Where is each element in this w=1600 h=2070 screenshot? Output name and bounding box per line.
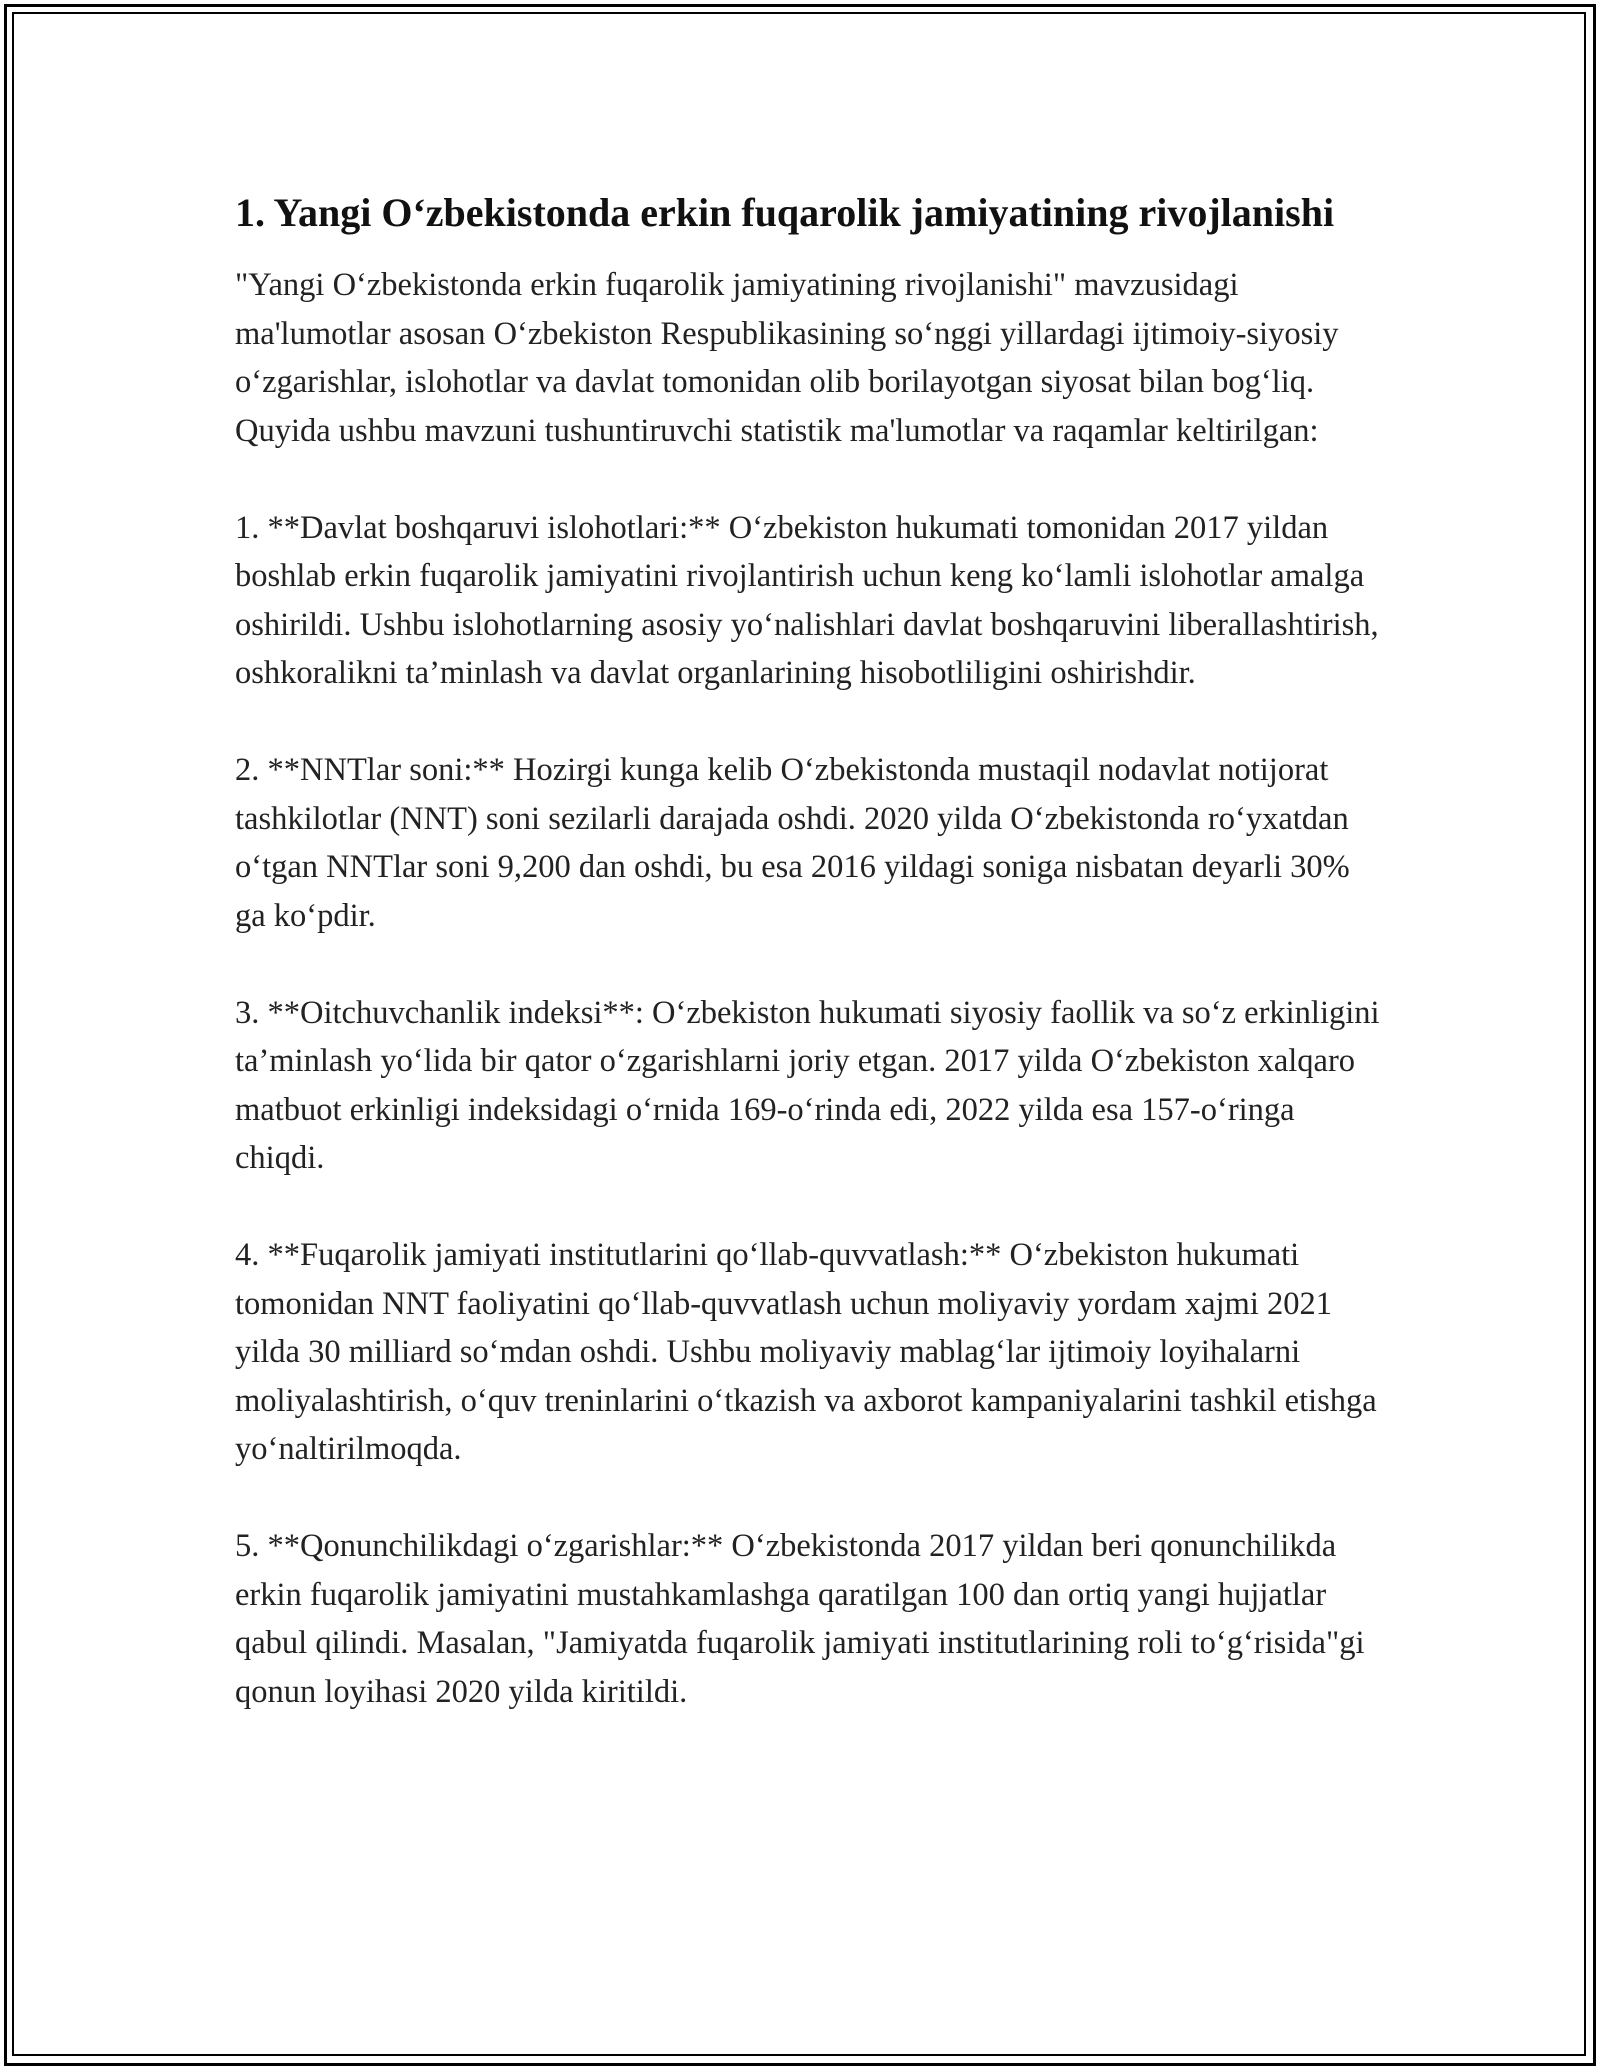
- list-item: 5. **Qonunchilikdagi o‘zgarishlar:** O‘zbekistonda 2017 yildan beri qonunchilikda erkin fuqarolik jamiyatini mustahkamlashga qaratilgan 100 dan ortiq yangi hujjatlar qabul qilindi. Masalan, "Jamiyatda fuqarolik jamiyati institutlarining roli to‘g‘risida"gi qonun loyihasi 2020 yilda kiritildi.: [235, 1528, 1365, 1710]
- paragraph-gap: [235, 940, 1385, 989]
- paragraph-gap: [235, 1183, 1385, 1232]
- paragraph-gap: [235, 698, 1385, 747]
- paragraph-gap: [235, 1474, 1385, 1523]
- intro-paragraph: "Yangi O‘zbekistonda erkin fuqarolik jamiyatining rivojlanishi" mavzusidagi ma'lumotlar asosan O‘zbekiston Respublikasining so‘nggi yillardagi ijtimoiy-siyosiy o‘zgarishlar, islohotlar va davlat tomonidan olib borilayotgan siyosat bilan bog‘liq. Quyida ushbu mavzuni tushuntiruvchi statistik ma'lumotlar va raqamlar keltirilgan:: [235, 267, 1339, 449]
- document-title: 1. Yangi O‘zbekistonda erkin fuqarolik jamiyatining rivojlanishi: [235, 190, 1335, 235]
- list-item: 1. **Davlat boshqaruvi islohotlari:** O‘zbekiston hukumati tomonidan 2017 yildan boshlab erkin fuqarolik jamiyatini rivojlantirish uchun keng ko‘lamli islohotlar amalga oshirildi. Ushbu islohotlarning asosiy yo‘nalishlari davlat boshqaruvini liberallashtirish, oshkoralikni ta’minlash va davlat organlarining hisobotliligini oshirishdir.: [235, 509, 1379, 691]
- list-item: 2. **NNTlar soni:** Hozirgi kunga kelib O‘zbekistonda mustaqil nodavlat notijorat tashkilotlar (NNT) soni sezilarli darajada oshdi. 2020 yilda O‘zbekistonda ro‘yxatdan o‘tgan NNTlar soni 9,200 dan oshdi, bu esa 2016 yildagi soniga nisbatan deyarli 30% ga ko‘pdir.: [235, 752, 1350, 934]
- document-body: [235, 185, 1385, 1716]
- paragraph-gap: [235, 455, 1385, 504]
- list-item: 4. **Fuqarolik jamiyati institutlarini qo‘llab-quvvatlash:** O‘zbekiston hukumati tomonidan NNT faoliyatini qo‘llab-quvvatlash uchun moliyaviy yordam xajmi 2021 yilda 30 milliard so‘mdan oshdi. Ushbu moliyaviy mablag‘lar ijtimoiy loyihalarni moliyalashtirish, o‘quv treninlarini o‘tkazish va axborot kampaniyalarini tashkil etishga yo‘naltirilmoqda.: [235, 1237, 1377, 1467]
- list-item: 3. **Oitchuvchanlik indeksi**: O‘zbekiston hukumati siyosiy faollik va so‘z erkinligini ta’minlash yo‘lida bir qator o‘zgarishlarni joriy etgan. 2017 yilda O‘zbekiston xalqaro matbuot erkinligi indeksidagi o‘rnida 169-o‘rinda edi, 2022 yilda esa 157-o‘ringa chiqdi.: [235, 994, 1380, 1176]
